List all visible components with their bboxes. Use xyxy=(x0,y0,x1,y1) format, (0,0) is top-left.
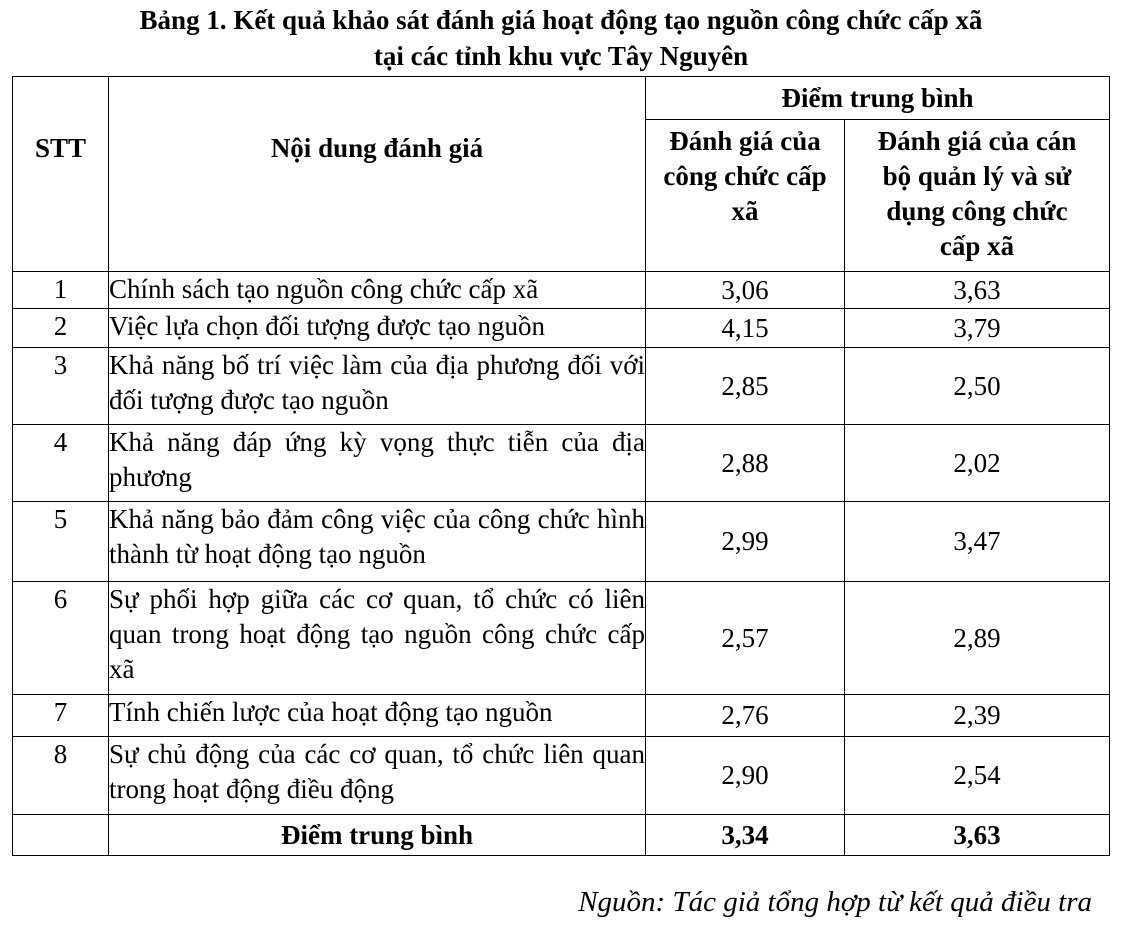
row-manager-score: 2,02 xyxy=(845,425,1110,502)
total-label: Điểm trung bình xyxy=(109,815,646,856)
header-civil-servant-rating: Đánh giá của công chức cấp xã xyxy=(646,120,845,272)
table-row xyxy=(13,425,1110,502)
row-civil-score: 2,90 xyxy=(646,737,845,815)
table-title xyxy=(0,2,1122,74)
survey-results-table xyxy=(12,76,1110,856)
row-manager-score: 2,54 xyxy=(845,737,1110,815)
header-stt: STT xyxy=(13,77,109,272)
table-title-line-1: Bảng 1. Kết quả khảo sát đánh giá hoạt động tạo nguồn công chức cấp xã xyxy=(139,5,983,35)
row-stt: 6 xyxy=(13,582,109,695)
row-stt: 3 xyxy=(13,348,109,425)
row-content: Khả năng bố trí việc làm của địa phương đối với đối tượng được tạo nguồn xyxy=(109,348,646,425)
table-row xyxy=(13,737,1110,815)
row-stt: 1 xyxy=(13,272,109,309)
row-stt: 7 xyxy=(13,695,109,737)
row-manager-score: 2,39 xyxy=(845,695,1110,737)
header-average-score: Điểm trung bình xyxy=(646,77,1110,120)
row-stt: 8 xyxy=(13,737,109,815)
row-civil-score: 2,88 xyxy=(646,425,845,502)
row-manager-score: 3,63 xyxy=(845,272,1110,309)
row-content: Việc lựa chọn đối tượng được tạo nguồn xyxy=(109,309,646,348)
table-row xyxy=(13,502,1110,582)
row-manager-score: 3,47 xyxy=(845,502,1110,582)
table-title-line-2: tại các tỉnh khu vực Tây Nguyên xyxy=(373,41,749,71)
row-content: Khả năng đáp ứng kỳ vọng thực tiễn của địa phương xyxy=(109,425,646,502)
row-civil-score: 2,99 xyxy=(646,502,845,582)
table-row xyxy=(13,582,1110,695)
table-row xyxy=(13,272,1110,309)
row-content: Sự phối hợp giữa các cơ quan, tổ chức có liên quan trong hoạt động tạo nguồn công chức cấp xã xyxy=(109,582,646,695)
total-manager-score: 3,63 xyxy=(845,815,1110,856)
row-manager-score: 3,79 xyxy=(845,309,1110,348)
table-row xyxy=(13,695,1110,737)
source-note: Nguồn: Tác giả tổng hợp từ kết quả điều tra xyxy=(578,886,1092,918)
row-civil-score: 3,06 xyxy=(646,272,845,309)
row-stt: 5 xyxy=(13,502,109,582)
total-row xyxy=(13,815,1110,856)
row-stt: 2 xyxy=(13,309,109,348)
row-civil-score: 2,85 xyxy=(646,348,845,425)
row-manager-score: 2,50 xyxy=(845,348,1110,425)
row-content: Tính chiến lược của hoạt động tạo nguồn xyxy=(109,695,646,737)
total-civil-score: 3,34 xyxy=(646,815,845,856)
table-row xyxy=(13,309,1110,348)
total-stt-empty xyxy=(13,815,109,856)
row-content: Khả năng bảo đảm công việc của công chức hình thành từ hoạt động tạo nguồn xyxy=(109,502,646,582)
row-content: Sự chủ động của các cơ quan, tổ chức liên quan trong hoạt động điều động xyxy=(109,737,646,815)
header-content: Nội dung đánh giá xyxy=(109,77,646,272)
table-row xyxy=(13,348,1110,425)
row-content: Chính sách tạo nguồn công chức cấp xã xyxy=(109,272,646,309)
row-stt: 4 xyxy=(13,425,109,502)
row-civil-score: 4,15 xyxy=(646,309,845,348)
row-civil-score: 2,57 xyxy=(646,582,845,695)
row-manager-score: 2,89 xyxy=(845,582,1110,695)
header-manager-rating: Đánh giá của cán bộ quản lý và sử dụng công chức cấp xã xyxy=(845,120,1110,272)
row-civil-score: 2,76 xyxy=(646,695,845,737)
